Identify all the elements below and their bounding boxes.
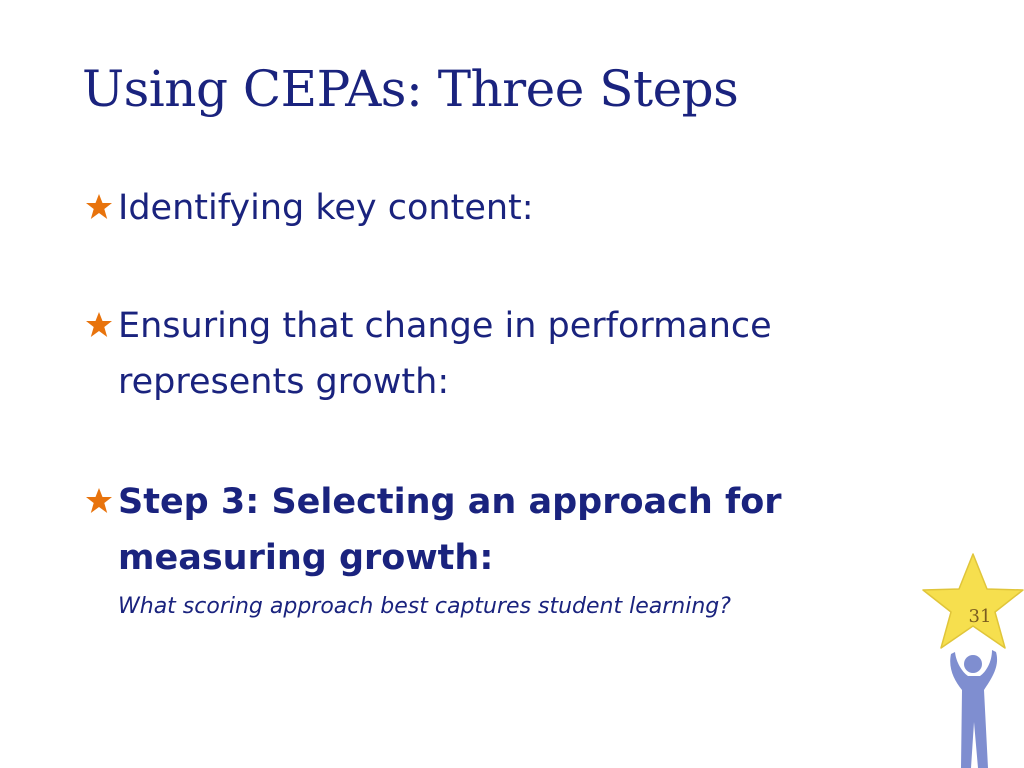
bullet-item [84, 180, 904, 236]
star-icon [84, 310, 114, 340]
star-icon [84, 486, 114, 516]
bullet-list [84, 180, 904, 622]
bullet-text: Step 3: Selecting an approach for measuring growth: [118, 482, 782, 578]
star-icon [84, 192, 114, 222]
page-number: 31 [968, 606, 992, 627]
bullet-text: Ensuring that change in performance represents growth: [118, 306, 772, 402]
bullet-item [84, 298, 904, 410]
bullet-text: Identifying key content: [118, 188, 534, 228]
bullet-subtext: What scoring approach best captures student learning? [118, 594, 731, 619]
star-holding-figure-icon [918, 550, 1024, 768]
bullet-item [84, 474, 904, 622]
slide-title: Using CEPAs: Three Steps [82, 60, 739, 118]
